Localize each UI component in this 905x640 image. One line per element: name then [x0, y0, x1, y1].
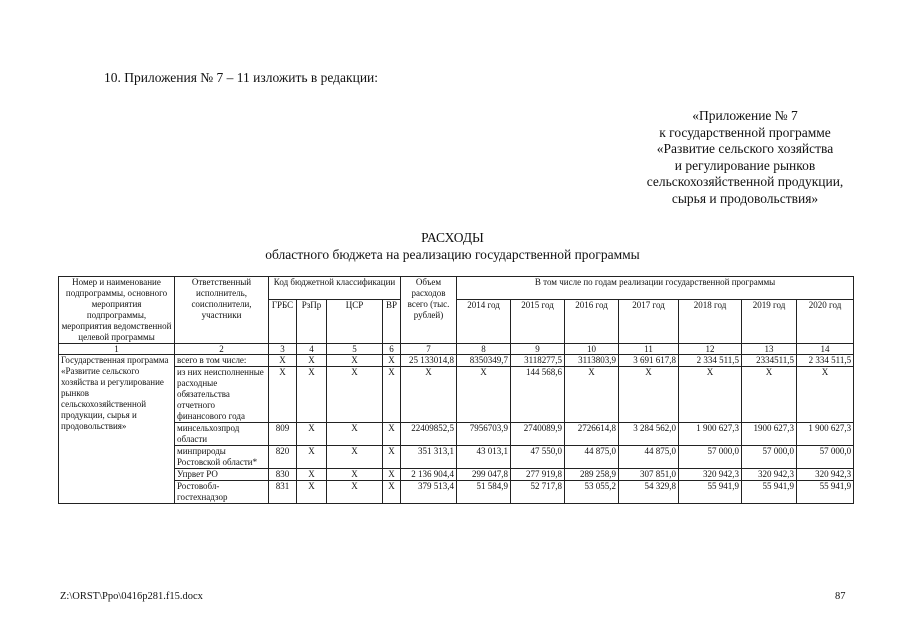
expenses-table	[58, 276, 854, 504]
document-title	[0, 229, 905, 263]
participant-cell: минсельхозпрод области	[175, 423, 269, 446]
year-cell: 2726614,8	[565, 423, 619, 446]
header-grbs: ГРБС	[269, 300, 297, 344]
column-number: 13	[742, 344, 797, 355]
column-number: 11	[619, 344, 679, 355]
participant-cell: Упрвет РО	[175, 469, 269, 481]
header-row-1	[59, 277, 854, 300]
title-line-2: областного бюджета на реализацию государственной программы	[265, 247, 640, 262]
year-cell: 57 000,0	[797, 446, 854, 469]
year-cell: X	[679, 367, 742, 423]
year-cell: 53 055,2	[565, 481, 619, 504]
vr-cell: X	[383, 481, 401, 504]
total-cell: X	[401, 367, 457, 423]
year-cell: 1 900 627,3	[679, 423, 742, 446]
header-program: Номер и наименование подпрограммы, основного мероприятия подпрограммы, мероприятия ведомственной целевой программы	[59, 277, 175, 344]
year-cell: 8350349,7	[457, 355, 511, 367]
year-cell: 52 717,8	[511, 481, 565, 504]
total-cell: 2 136 904,4	[401, 469, 457, 481]
year-cell: 44 875,0	[619, 446, 679, 469]
header-vr: ВР	[383, 300, 401, 344]
year-cell: 2740089,9	[511, 423, 565, 446]
footer-page-number: 87	[835, 591, 846, 602]
year-cell: 320 942,3	[742, 469, 797, 481]
header-executor: Ответственный исполнитель, соисполнители, участники	[175, 277, 269, 344]
appendix-line: «Приложение № 7	[692, 108, 798, 123]
column-number: 1	[59, 344, 175, 355]
year-cell: 43 013,1	[457, 446, 511, 469]
csr-cell: X	[327, 355, 383, 367]
column-number: 2	[175, 344, 269, 355]
participant-cell: всего в том числе:	[175, 355, 269, 367]
total-cell: 25 133014,8	[401, 355, 457, 367]
column-number: 5	[327, 344, 383, 355]
appendix-line: сырья и продовольствия»	[671, 190, 819, 206]
year-cell: 144 568,6	[511, 367, 565, 423]
grbs-cell: 820	[269, 446, 297, 469]
csr-cell: X	[327, 446, 383, 469]
column-number-row	[59, 344, 854, 355]
header-year: 2017 год	[619, 300, 679, 344]
table-row	[59, 481, 854, 504]
rzpr-cell: X	[297, 355, 327, 367]
vr-cell: X	[383, 469, 401, 481]
header-by-years: В том числе по годам реализации государственной программы	[457, 277, 854, 300]
year-cell: X	[457, 367, 511, 423]
rzpr-cell: X	[297, 423, 327, 446]
year-cell: 3 284 562,0	[619, 423, 679, 446]
year-cell: X	[742, 367, 797, 423]
year-cell: 55 941,9	[797, 481, 854, 504]
column-number: 12	[679, 344, 742, 355]
year-cell: 277 919,8	[511, 469, 565, 481]
year-cell: X	[565, 367, 619, 423]
year-cell: 55 941,9	[679, 481, 742, 504]
year-cell: 55 941,9	[742, 481, 797, 504]
year-cell: X	[619, 367, 679, 423]
total-cell: 351 313,1	[401, 446, 457, 469]
appendix-line: «Развитие сельского хозяйства	[656, 141, 834, 156]
column-number: 10	[565, 344, 619, 355]
csr-cell: X	[327, 423, 383, 446]
rzpr-cell: X	[297, 367, 327, 423]
header-year: 2016 год	[565, 300, 619, 344]
program-name: Государственная программа «Развитие сельского хозяйства и регулирование рынков сельскохозяйственной продукции, сырья и продовольствия»	[59, 355, 175, 504]
grbs-cell: 831	[269, 481, 297, 504]
year-cell: 3118277,5	[511, 355, 565, 367]
appendix-line: и регулирование рынков	[674, 157, 816, 173]
column-number: 3	[269, 344, 297, 355]
grbs-cell: 809	[269, 423, 297, 446]
table-row	[59, 367, 854, 423]
table-row	[59, 355, 854, 367]
year-cell: 289 258,9	[565, 469, 619, 481]
grbs-cell: X	[269, 367, 297, 423]
csr-cell: X	[327, 469, 383, 481]
header-budget-code: Код бюджетной классификации	[269, 277, 401, 300]
header-rzpr: РзПр	[297, 300, 327, 344]
column-number: 7	[401, 344, 457, 355]
header-year: 2015 год	[511, 300, 565, 344]
header-year: 2018 год	[679, 300, 742, 344]
year-cell: 320 942,3	[797, 469, 854, 481]
column-number: 4	[297, 344, 327, 355]
year-cell: 2 334 511,5	[679, 355, 742, 367]
header-year: 2019 год	[742, 300, 797, 344]
column-number: 6	[383, 344, 401, 355]
title-line-1: РАСХОДЫ	[421, 230, 484, 245]
total-cell: 22409852,5	[401, 423, 457, 446]
column-number: 8	[457, 344, 511, 355]
intro-paragraph: 10. Приложения № 7 – 11 изложить в редакции:	[104, 70, 379, 85]
appendix-line: сельскохозяйственной продукции,	[646, 174, 844, 189]
grbs-cell: X	[269, 355, 297, 367]
participant-cell: из них неисполненные расходные обязательства отчетного финансового года	[175, 367, 269, 423]
rzpr-cell: X	[297, 469, 327, 481]
footer-file-path: Z:\ORST\Ppo\0416p281.f15.docx	[60, 591, 203, 602]
year-cell: 2 334 511,5	[797, 355, 854, 367]
appendix-header	[615, 108, 875, 207]
year-cell: X	[797, 367, 854, 423]
year-cell: 3113803,9	[565, 355, 619, 367]
year-cell: 307 851,0	[619, 469, 679, 481]
year-cell: 44 875,0	[565, 446, 619, 469]
header-volume: Объем расходов всего (тыс. рублей)	[401, 277, 457, 344]
header-year: 2020 год	[797, 300, 854, 344]
column-number: 9	[511, 344, 565, 355]
total-cell: 379 513,4	[401, 481, 457, 504]
participant-cell: Ростовобл- гостехнадзор	[175, 481, 269, 504]
vr-cell: X	[383, 423, 401, 446]
csr-cell: X	[327, 367, 383, 423]
year-cell: 2334511,5	[742, 355, 797, 367]
rzpr-cell: X	[297, 446, 327, 469]
year-cell: 299 047,8	[457, 469, 511, 481]
rzpr-cell: X	[297, 481, 327, 504]
year-cell: 57 000,0	[679, 446, 742, 469]
year-cell: 51 584,9	[457, 481, 511, 504]
year-cell: 320 942,3	[679, 469, 742, 481]
year-cell: 57 000,0	[742, 446, 797, 469]
table-row	[59, 446, 854, 469]
appendix-line: к государственной программе	[659, 124, 831, 140]
csr-cell: X	[327, 481, 383, 504]
year-cell: 54 329,8	[619, 481, 679, 504]
table-row	[59, 469, 854, 481]
year-cell: 3 691 617,8	[619, 355, 679, 367]
column-number: 14	[797, 344, 854, 355]
year-cell: 47 550,0	[511, 446, 565, 469]
participant-cell: минприроды Ростовской области*	[175, 446, 269, 469]
grbs-cell: 830	[269, 469, 297, 481]
header-year: 2014 год	[457, 300, 511, 344]
year-cell: 7956703,9	[457, 423, 511, 446]
year-cell: 1900 627,3	[742, 423, 797, 446]
vr-cell: X	[383, 446, 401, 469]
year-cell: 1 900 627,3	[797, 423, 854, 446]
vr-cell: X	[383, 355, 401, 367]
table-row	[59, 423, 854, 446]
vr-cell: X	[383, 367, 401, 423]
header-csr: ЦСР	[327, 300, 383, 344]
